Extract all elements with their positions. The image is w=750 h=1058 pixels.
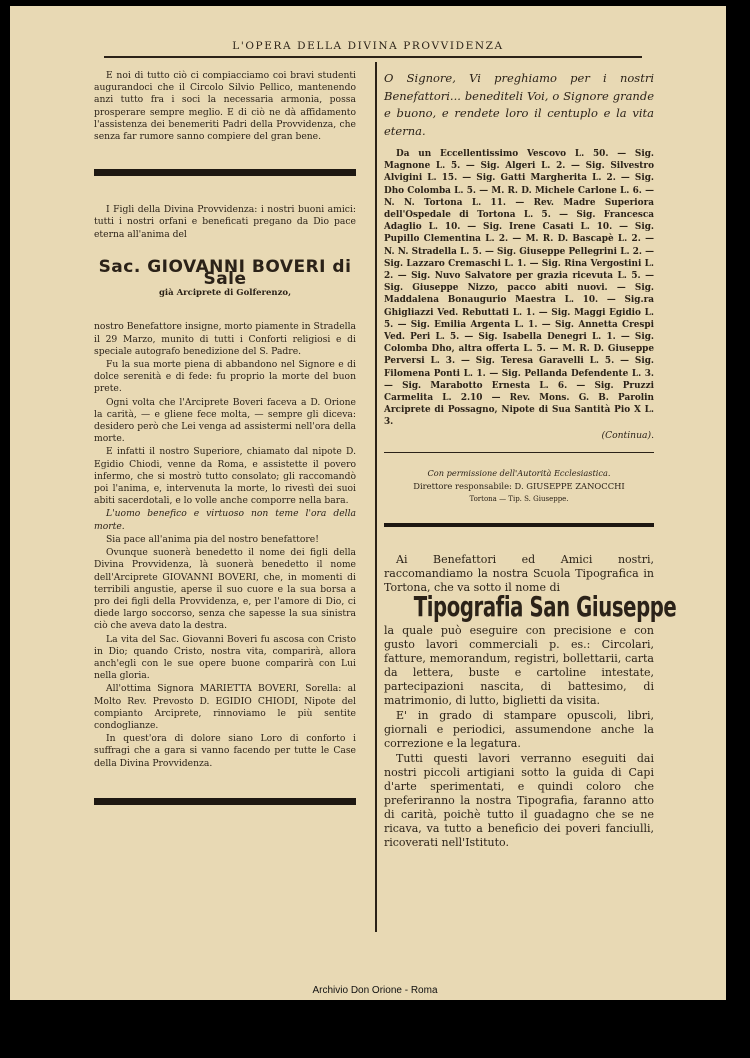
section-rule <box>94 798 356 805</box>
obituary-paragraph: E infatti il nostro Superiore, chiamato dal nipote D. Egidio Chiodi, venne da Roma, e assistette il povero infermo, che si mostrò tutto consolato; gli raccomandò poi l'anima, e, intervenuta la morte, lo rivestì dei suoi abiti sacerdotali, e lo volle anche comporre nella bara. <box>94 446 356 507</box>
ad-intro: Ai Benefattori ed Amici nostri, raccomandiamo la nostra Scuola Tipografica in Tortona, che va sotto il nome di <box>384 553 654 595</box>
archive-caption: Archivio Don Orione - Roma <box>312 985 438 996</box>
right-column <box>384 70 677 851</box>
section-rule <box>94 169 356 176</box>
permission-line: Con permissione dell'Autorità Ecclesiastica. <box>427 467 611 478</box>
ad-paragraph: la quale può eseguire con precisione e con gusto lavori commerciali p. es.: Circolari, fatture, memorandum, registri, bollettarii, carta da lettera, buste e cartoline intestate, partecipazioni nascita, di battesimo, di matrimonio, di lutto, biglietti da visita. <box>384 623 654 707</box>
announcement: I Figli della Divina Provvidenza: i nostri buoni amici: tutti i nostri orfani e beneficati pregano da Dio pace eterna all'anima del <box>94 204 356 240</box>
obituary-paragraph: In quest'ora di dolore siano Loro di conforto i suffragi che a gara si vanno facendo per tutte le Case della Divina Provvidenza. <box>94 733 356 769</box>
section-rule <box>384 452 654 453</box>
director-line: Direttore responsabile: D. GIUSEPPE ZANOCCHI <box>413 481 625 492</box>
obituary-subtitle: già Arciprete di Golferenzo, <box>158 288 292 299</box>
obituary-paragraph: Ogni volta che l'Arciprete Boveri faceva a D. Orione la carità, — e gliene fece molta, — sempre gli diceva: desidero però che Lei venga ad assistermi nell'ora della morte. <box>94 396 356 445</box>
ad-paragraph: Tutti questi lavori verranno eseguiti dai nostri piccoli artigiani sotto la guida di Capi d'arte sperimentati, e quindi coloro che preferiranno la nostra Tipografia, faranno atto di carità, poichè tutto il guadagno che se ne ricava, va tutto a beneficio dei poveri fanciulli, ricoverati nell'Istituto. <box>384 751 654 849</box>
printer-line: Tortona — Tip. S. Giuseppe. <box>469 495 569 504</box>
obituary-paragraph: Sia pace all'anima pia del nostro benefattore! <box>106 533 319 545</box>
obituary-paragraph: Fu la sua morte piena di abbandono nel Signore e di dolce serenità e di fede: fu proprio la morte del buon prete. <box>94 359 356 395</box>
prayer-text: O Signore, Vi preghiamo per i nostri Benefattori... benediteli Voi, o Signore grande e buono, e rendete loro il centuplo e la vita eterna. <box>384 71 654 138</box>
ad-paragraph: E' in grado di stampare opuscoli, libri, giornali e periodici, assumendone anche la correzione e la legatura. <box>384 708 654 750</box>
left-column <box>94 70 356 805</box>
obituary-paragraph: All'ottima Signora MARIETTA BOVERI, Sorella: al Molto Rev. Prevosto D. EGIDIO CHIODI, Nipote del compianto Arciprete, rinnoviamo le più sentite condoglianze. <box>94 683 356 731</box>
continua-note: (Continua). <box>601 429 654 441</box>
obituary-title: Sac. GIOVANNI BOVERI di Sale <box>98 256 352 290</box>
column-divider <box>375 62 377 932</box>
page-header: L'OPERA DELLA DIVINA PROVVIDENZA <box>232 40 504 52</box>
obituary-paragraph: nostro Benefattore insigne, morto piamente in Stradella il 29 Marzo, munito di tutti i Conforti religiosi e di speciale autografo benedizione del S. Padre. <box>94 321 356 357</box>
obituary-paragraph: La vita del Sac. Giovanni Boveri fu ascosa con Cristo in Dio; quando Cristo, nostra vita, comparirà, allora anch'egli con le sue opere buone comparirà con Lui nella gloria. <box>94 633 356 682</box>
donor-list: Da un Eccellentissimo Vescovo L. 50. — Sig. Magnone L. 5. — Sig. Algeri L. 2. — Sig. Silvestro Alvigini L. 15. — Sig. Gatti Margherita L. 2. — Sig. Dho Colomba L. 5. — M. R. D. Michele Carlone L. 6. — N. N. Tortona L. 11. — Rev. Madre Superiora dell'Ospedale di Tortona L. 5. — Sig. Francesca Adaglio L. 10. — Sig. Irene Casati L. 10. — Sig. Pupillo Clementina L. 2. — M. R. D. Bascapè L. 2. — N. N. Stradella L. 5. — Sig. Giuseppe Pellegrini L. 2. — Sig. Lazzaro Cremaschi L. 1. — Sig. Rina Vergostini L. 2. — Sig. Nuvo Salvatore per grazia ricevuta L. 5. — Sig. Giuseppe Nizzo, pacco abiti nuovi. — Sig. Maddalena Bonaugurio Maestra L. 10. — Sig.ra Ghigliazzi Ved. Rebuttati L. 1. — Sig. Maggi Egidio L. 5. — Sig. Emilia Argenta L. 1. — Sig. Annetta Crespi Ved. Peri L. 5. — Sig. Isabella Denegri L. 1. — Sig. Colomba Dho, altra offerta L. 5. — M. R. D. Giuseppe Perversi L. 3. — Sig. Teresa Garavelli L. 5. — Sig. Filomena Ponti L. 1. — Sig. Pellanda Defendente L. 3. — Sig. Marabotto Ernesta L. 6. — Sig. Pruzzi Carmelita L. 2.10 — Rev. Mons. G. B. Parolin Arciprete di Possagno, Nipote di Sua Santità Pio X L. 3. <box>384 149 654 428</box>
obituary-paragraph: Ovunque suonerà benedetto il nome dei figli della Divina Provvidenza, là suonerà benedetto il nome dell'Arciprete GIOVANNI BOVERI, che, in momenti di terribili angustie, aperse il suo cuore e la sua borsa a pro dei figli della Provvidenza, e, per l'amore di Dio, ci diede largo soccorso, senza che sapesse la sua sinistra ciò che aveva dato la destra. <box>94 547 356 632</box>
ad-title: Tipografia San Giuseppe <box>413 590 677 624</box>
obituary-paragraph: L'uomo benefico e virtuoso non teme l'ora della morte. <box>94 508 356 532</box>
section-rule <box>384 523 654 527</box>
intro-paragraph: E noi di tutto ciò ci compiacciamo coi bravi studenti augurandoci che il Circolo Silvio Pellico, mantenendo anzi tutto fra i soci la necessaria armonia, possa prosperare sempre meglio. E di ciò ne dà affidamento l'assistenza dei benemeriti Padri della Provvidenza, che senza far rumore sanno compiere del gran bene. <box>94 70 356 143</box>
newspaper-page <box>10 6 726 1000</box>
header-rule <box>104 56 642 58</box>
